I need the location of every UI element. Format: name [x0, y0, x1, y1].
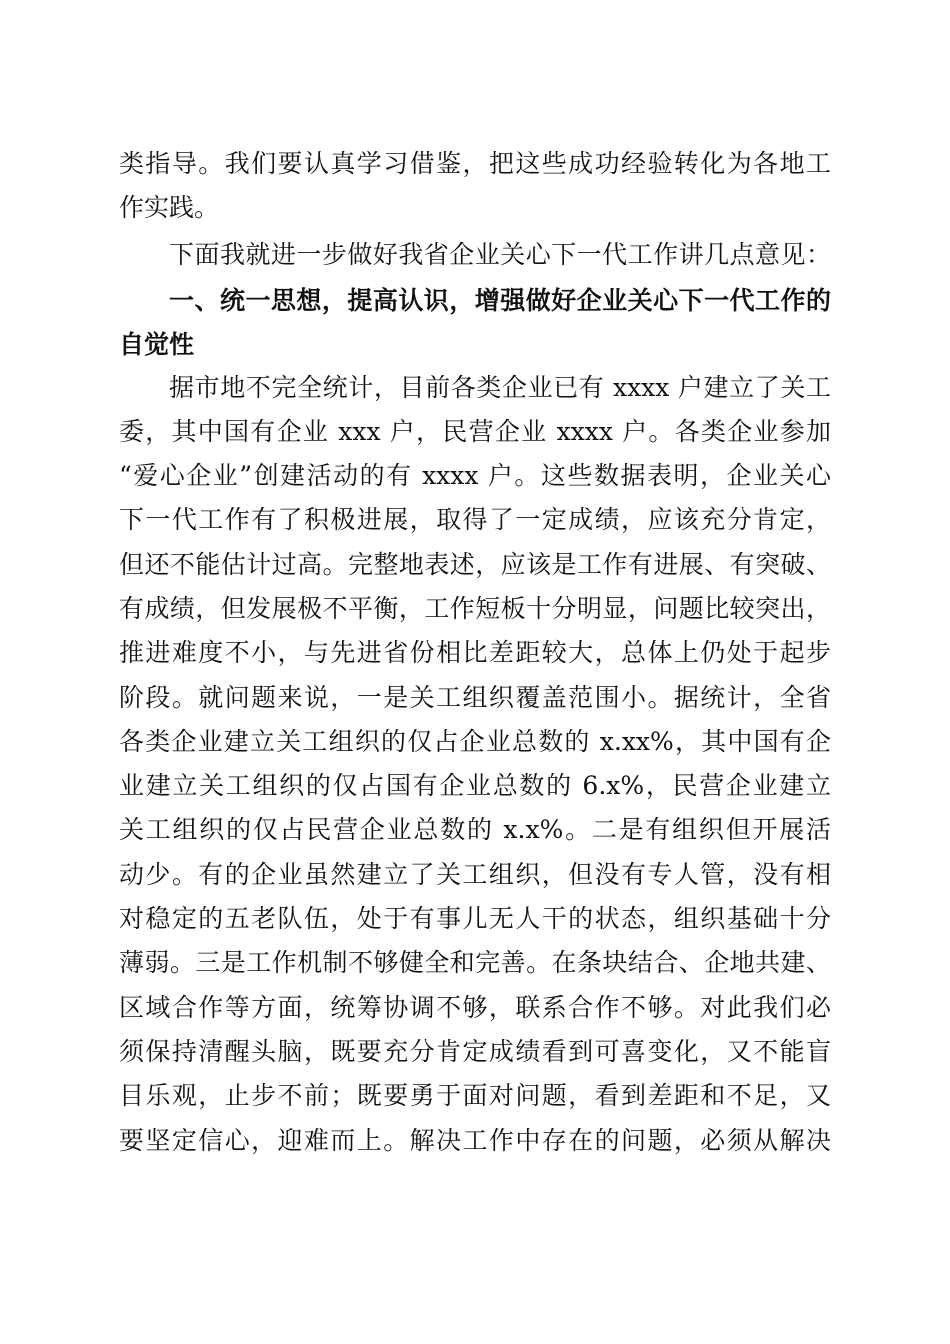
body-text-line: 下一代工作有了积极进展，取得了一定成绩，应该充分肯定， [119, 505, 831, 534]
body-text-line: 阶段。就问题来说，一是关工组织覆盖范围小。据统计，全省 [119, 683, 831, 712]
body-text-line: 对稳定的五老队伍，处于有事儿无人干的状态，组织基础十分 [119, 904, 831, 933]
section-heading: 一、统一思想，提高认识，增强做好企业关心下一代工作的 [169, 286, 831, 315]
body-text-line: 下面我就进一步做好我省企业关心下一代工作讲几点意见： [169, 240, 831, 269]
body-text-line: 须保持清醒头脑，既要充分肯定成绩看到可喜变化，又不能盲 [119, 1037, 831, 1066]
body-text-line: 关工组织的仅占民营企业总数的 x.x%。二是有组织但开展活 [119, 815, 831, 844]
body-text-line: 类指导。我们要认真学习借鉴，把这些成功经验转化为各地工 [119, 149, 831, 178]
body-text-line: 推进难度不小，与先进省份相比差距较大，总体上仍处于起步 [119, 638, 831, 667]
body-text-line: “爱心企业”创建活动的有 xxxx 户。这些数据表明，企业关心 [119, 461, 831, 490]
body-text-line: 作实践。 [119, 193, 220, 222]
body-text-line: 要坚定信心，迎难而上。解决工作中存在的问题，必须从解决 [119, 1126, 831, 1155]
body-text-line: 区域合作等方面，统筹协调不够，联系合作不够。对此我们必 [119, 993, 831, 1022]
body-text-line: 各类企业建立关工组织的仅占企业总数的 x.xx%，其中国有企 [119, 727, 831, 756]
body-text-line: 薄弱。三是工作机制不够健全和完善。在条块结合、企地共建、 [119, 948, 831, 977]
body-text-line: 业建立关工组织的仅占国有企业总数的 6.x%，民营企业建立 [119, 771, 831, 800]
body-text-line: 动少。有的企业虽然建立了关工组织，但没有专人管，没有相 [119, 860, 831, 889]
body-text-line: 有成绩，但发展极不平衡，工作短板十分明显，问题比较突出， [119, 594, 831, 623]
section-heading: 自觉性 [119, 330, 195, 359]
body-text-line: 据市地不完全统计，目前各类企业已有 xxxx 户建立了关工 [169, 373, 831, 402]
body-text-line: 但还不能估计过高。完整地表述，应该是工作有进展、有突破、 [119, 550, 831, 579]
body-text-line: 目乐观，止步不前；既要勇于面对问题，看到差距和不足，又 [119, 1081, 831, 1110]
body-text-line: 委，其中国有企业 xxx 户，民营企业 xxxx 户。各类企业参加 [119, 417, 831, 446]
